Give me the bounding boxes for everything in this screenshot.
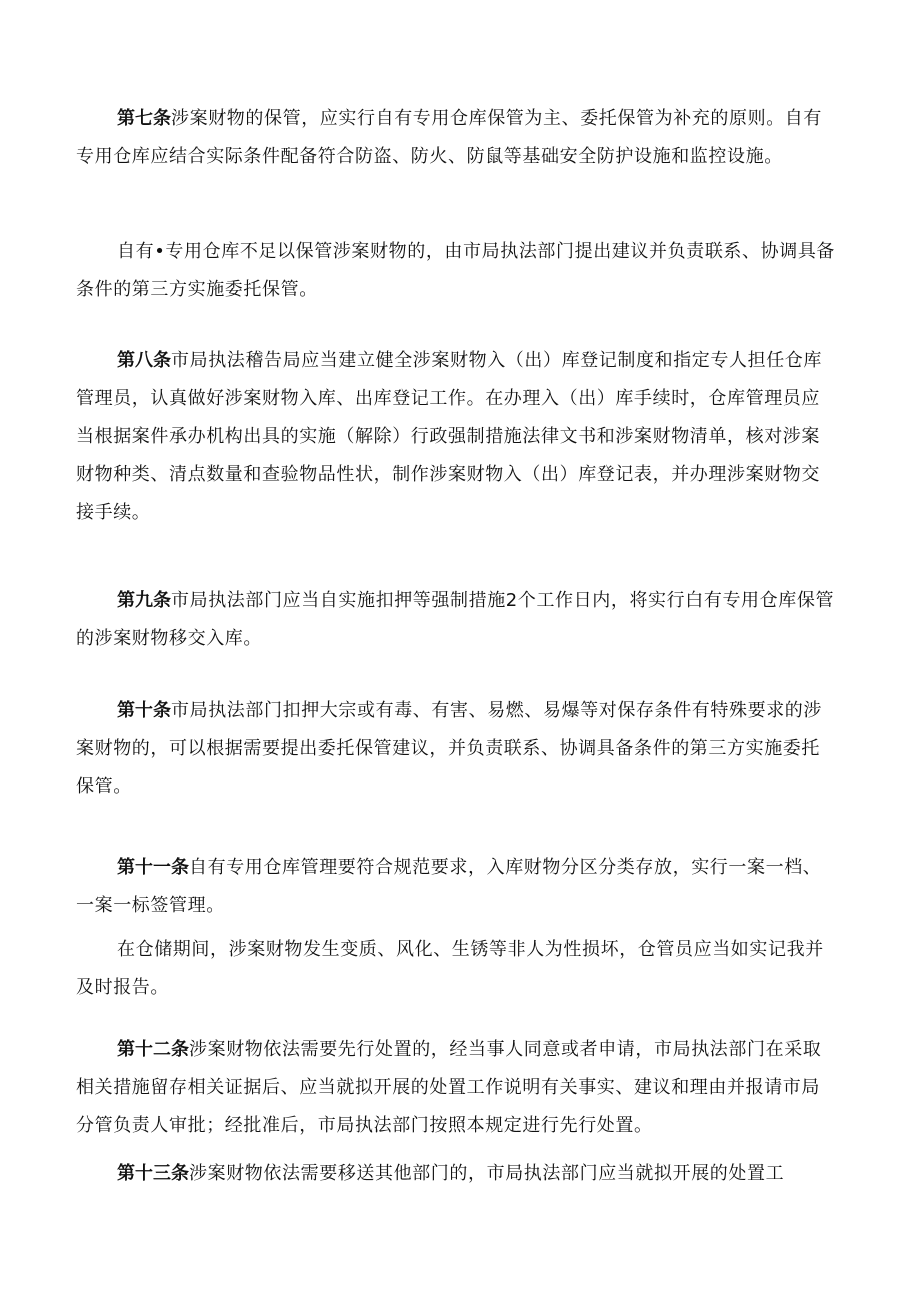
article-12-paragraph-1: [76, 1031, 836, 1145]
article-7-paragraph-1: [76, 100, 836, 176]
article-11-text-1: 自有专用仓库管理要符合规范要求，入库财物分区分类存放，实行一案一档、一案一标签管理。: [76, 857, 822, 916]
article-12-heading: 第十二条: [117, 1039, 189, 1060]
article-8-heading: 第八条: [117, 350, 171, 371]
article-11-paragraph-1: [76, 849, 836, 925]
article-10-paragraph-1: [76, 692, 836, 806]
article-10-text-1: 市局执法部门扣押大宗或有毒、有害、易燃、易爆等对保存条件有特殊要求的涉案财物的，可以根据需要提出委托保管建议，并负责联系、协调具备条件的第三方实施委托保管。: [76, 700, 822, 797]
article-7-heading: 第七条: [117, 108, 171, 129]
article-7-text-1: 涉案财物的保管，应实行自有专用仓库保管为主、委托保管为补充的原则。自有专用仓库应结合实际条件配备符合防盗、防火、防鼠等基础安全防护设施和监控设施。: [76, 108, 822, 167]
article-13-heading: 第十三条: [117, 1163, 189, 1184]
article-13-text-1: 涉案财物依法需要移送其他部门的，市局执法部门应当就拟开展的处置工: [189, 1163, 785, 1184]
article-7-paragraph-2: 自有•专用仓库不足以保管涉案财物的，由市局执法部门提出建议并负责联系、协调具备条件的第三方实施委托保管。: [76, 241, 836, 300]
article-9-heading: 第九条: [117, 590, 171, 611]
article-9-paragraph-1: [76, 582, 836, 658]
article-11-heading: 第十一条: [117, 857, 189, 878]
article-8-text-1: 市局执法稽告局应当建立健全涉案财物入（出）库登记制度和指定专人担任仓库管理员，认真做好涉案财物入库、出库登记工作。在办理入（出）库手续时，仓库管理员应当根据案件承办机构出具的实施（解除）行政强制措施法律文书和涉案财物清单，核对涉案财物种类、清点数量和查验物品性状，制作涉案财物入（出）库登记表，并办理涉案财物交接手续。: [76, 350, 822, 523]
article-13-paragraph-1: [76, 1155, 836, 1193]
article-11-paragraph-2: 在仓储期间，涉案财物发生变质、风化、生锈等非人为性损坏，仓管员应当如实记我并及时报告。: [76, 939, 824, 998]
article-12-text-1: 涉案财物依法需要先行处置的，经当事人同意或者申请，市局执法部门在采取相关措施留存相关证据后、应当就拟开展的处置工作说明有关事实、建议和理由并报请市局分管负责人审批；经批准后，市局执法部门按照本规定进行先行处置。: [76, 1039, 822, 1136]
article-10-heading: 第十条: [117, 700, 171, 721]
article-8-paragraph-1: [76, 342, 836, 532]
article-9-text-1: 市局执法部门应当自实施扣押等强制措施2个工作日内，将实行白有专用仓库保管的涉案财物移交入库。: [76, 590, 835, 649]
